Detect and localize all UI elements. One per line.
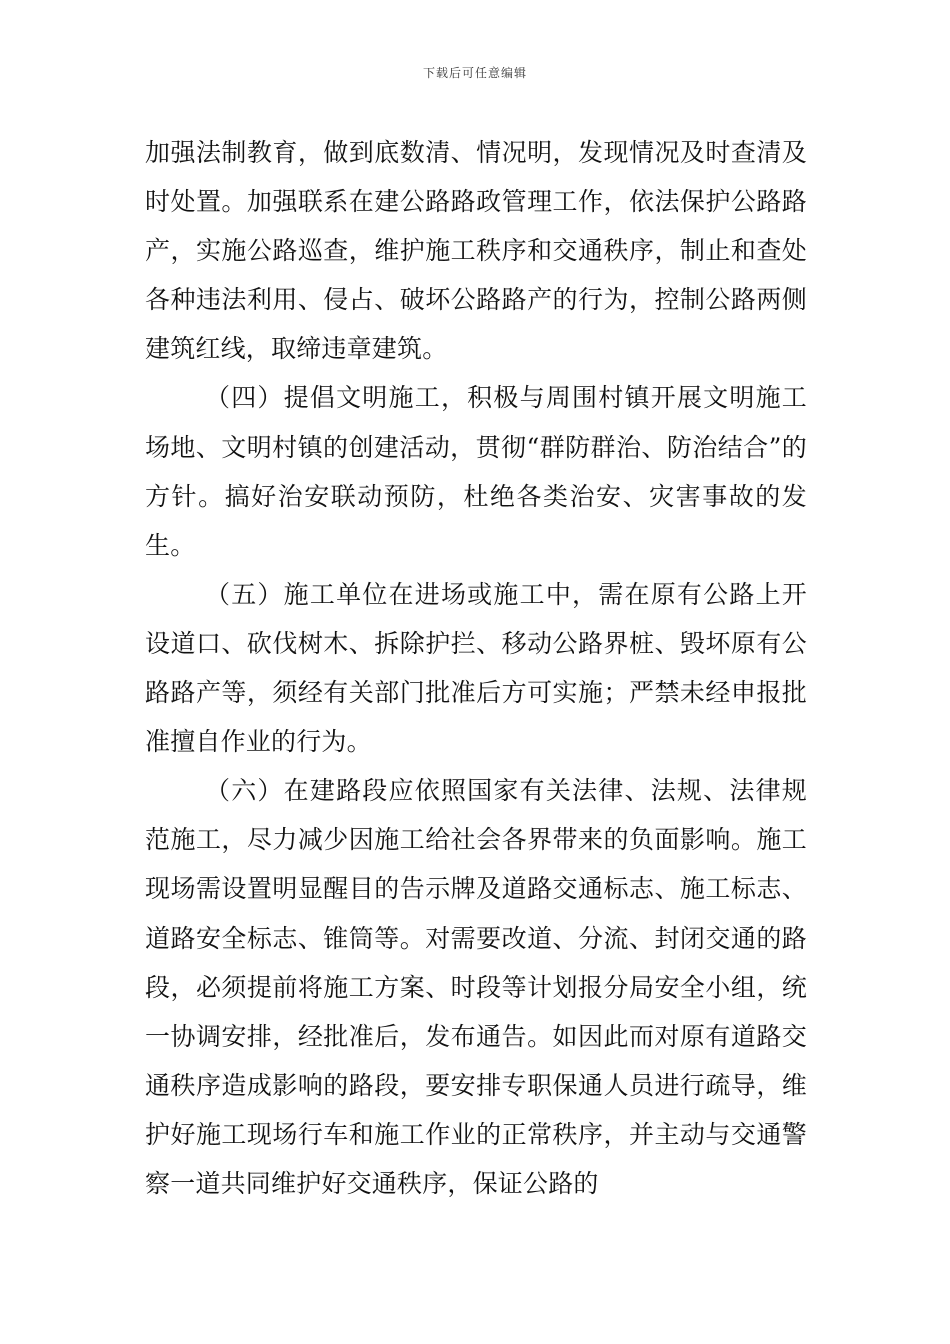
paragraph-item-five: （五）施工单位在进场或施工中，需在原有公路上开设道口、砍伐树木、拆除护拦、移动公路界桩、毁坏原有公路路产等，须经有关部门批准后方可实施；严禁未经申报批准擅自作业的行为。 [145,579,807,757]
paragraph-item-four: （四）提倡文明施工，积极与周围村镇开展文明施工场地、文明村镇的创建活动，贯彻“群防群治、防治结合”的方针。搞好治安联动预防，杜绝各类治安、灾害事故的发生。 [145,383,807,560]
paragraph-continuation: 加强法制教育，做到底数清、情况明，发现情况及时查清及时处置。加强联系在建公路路政管理工作，依法保护公路路产，实施公路巡查，维护施工秩序和交通秩序，制止和查处各种违法利用、侵占、破坏公路路产的行为，控制公路两侧建筑红线，取缔违章建筑。 [145,138,807,364]
header-note: 下载后可任意编辑 [422,66,527,80]
paragraph-item-six: （六）在建路段应依照国家有关法律、法规、法律规范施工，尽力减少因施工给社会各界带来的负面影响。施工现场需设置明显醒目的告示牌及道路交通标志、施工标志、道路安全标志、锥筒等。对需要改道、分流、封闭交通的路段，必须提前将施工方案、时段等计划报分局安全小组，统一协调安排，经批准后，发布通告。如因此而对原有道路交通秩序造成影响的路段，要安排专职保通人员进行疏导，维护好施工现场行车和施工作业的正常秩序，并主动与交通警察一道共同维护好交通秩序，保证公路的 [145,776,807,1198]
document-body [145,128,807,1208]
